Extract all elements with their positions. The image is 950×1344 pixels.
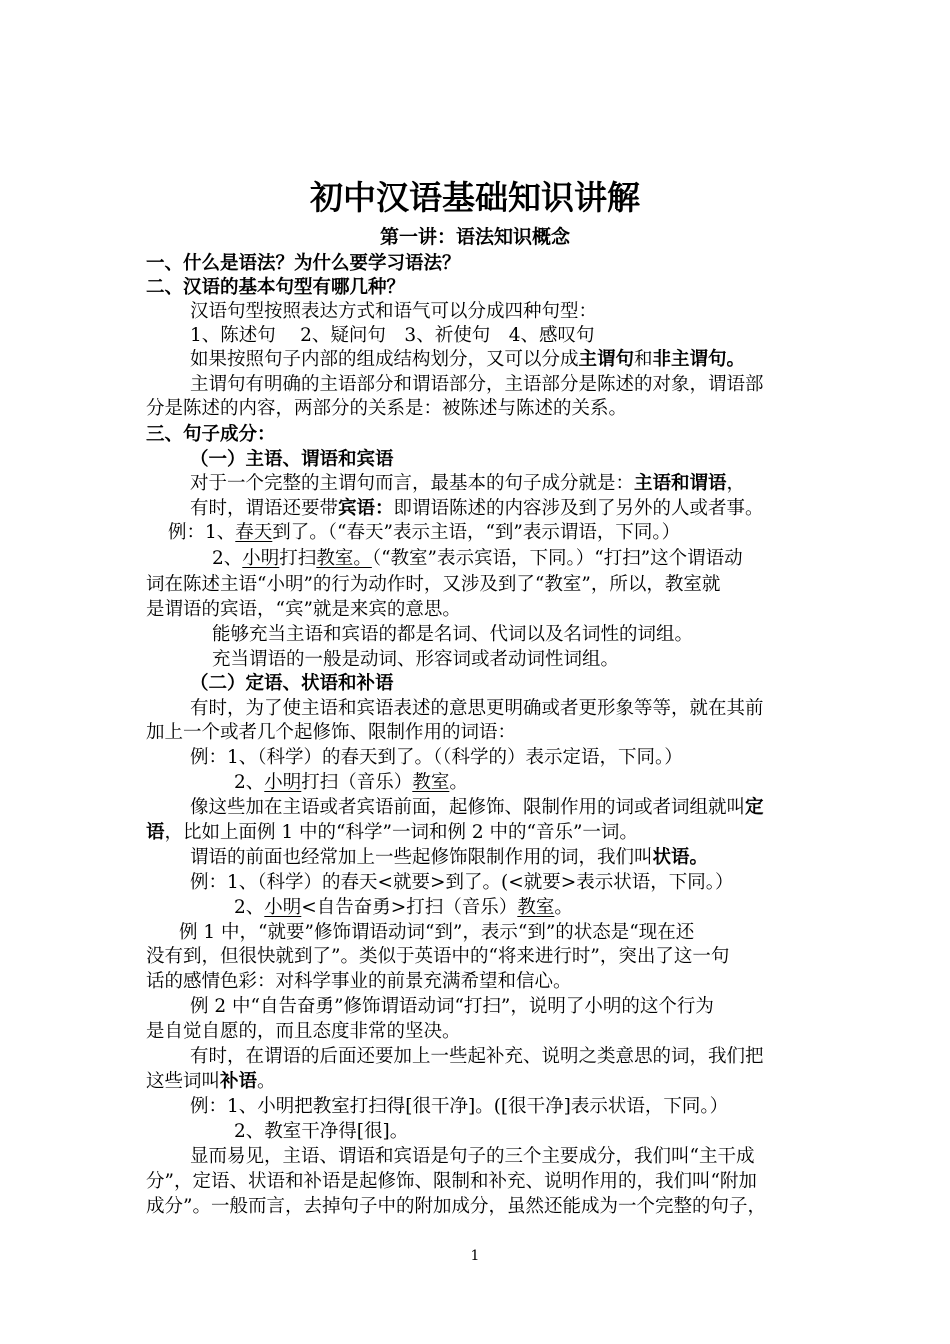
section-heading-1: 一、什么是语法？为什么要学习语法？ — [146, 253, 461, 274]
example-line: 2、教室干净得[很]。 — [234, 1121, 409, 1142]
underlined-subject: 春天 — [235, 522, 273, 543]
paragraph-line: 词在陈述主语“小明”的行为动作时，又涉及到了“教室”，所以，教室就 — [146, 574, 721, 595]
text-run: 。 — [449, 772, 468, 793]
example-line — [212, 547, 743, 571]
underlined-object: 教室 — [412, 772, 450, 793]
paragraph-line: 有时，为了使主语和宾语表述的意思更明确或者更形象等等，就在其前 — [190, 698, 764, 719]
section-heading-2: 二、汉语的基本句型有哪几种？ — [146, 277, 406, 298]
paragraph-line: 充当谓语的一般是动词、形容词或者动词性词组。 — [212, 649, 620, 670]
text-run: 如果按照句子内部的组成结构划分，又可以分成 — [190, 349, 579, 370]
paragraph-line — [190, 497, 764, 521]
paragraph-line: 汉语句型按照表达方式和语气可以分成四种句型： — [190, 301, 598, 322]
paragraph-line — [190, 796, 764, 820]
text-run: 即谓语陈述的内容涉及到了另外的人或者事。 — [393, 498, 764, 519]
underlined-subject: 小明 — [264, 772, 302, 793]
underlined-subject: 小明 — [264, 897, 302, 918]
text-run: 打扫（音乐） — [301, 772, 413, 793]
paragraph-line: 主谓句有明确的主语部分和谓语部分，主语部分是陈述的对象，谓语部 — [190, 374, 764, 395]
bold-term: 补语 — [220, 1071, 258, 1092]
text-run: 打扫 — [279, 548, 317, 569]
underlined-object: 教室 — [517, 897, 555, 918]
bold-term: 非主谓句。 — [652, 349, 746, 370]
text-run: 。 — [554, 897, 573, 918]
paragraph-line: 例 2 中“自告奋勇”修饰谓语动词“打扫”，说明了小明的这个行为 — [190, 996, 714, 1017]
subsection-heading: （一）主语、谓语和宾语 — [190, 449, 394, 470]
text-run: 像这些加在主语或者宾语前面，起修饰、限制作用的词或者词组就叫 — [190, 797, 746, 818]
page-number: 1 — [470, 1248, 480, 1264]
paragraph-line — [146, 1070, 276, 1094]
paragraph-line: 分是陈述的内容，两部分的关系是：被陈述与陈述的关系。 — [146, 398, 628, 419]
text-run: 2、 — [234, 772, 265, 793]
text-run: 谓语的前面也经常加上一些起修饰限制作用的词，我们叫 — [190, 847, 653, 868]
text-run: 。 — [257, 1071, 276, 1092]
paragraph-line: 例 1 中，“就要”修饰谓语动词“到”，表示“到”的状态是“现在还 — [179, 922, 695, 943]
example-line: 例：1、（科学）的春天到了。（（科学的）表示定语，下同。） — [190, 747, 683, 768]
text-run: 对于一个完整的主谓句而言，最基本的句子成分就是： — [190, 473, 635, 494]
bold-term: 主谓句 — [578, 349, 635, 370]
paragraph-line — [190, 348, 745, 372]
text-run: ， — [726, 473, 746, 494]
section-heading-3: 三、句子成分： — [146, 424, 276, 445]
bold-term: 定 — [745, 797, 764, 818]
paragraph-line — [190, 472, 745, 496]
underlined-subject: 小明 — [242, 548, 280, 569]
underlined-object: 教室。 — [316, 548, 372, 569]
text-run: （“教室”表示宾语，下同。）“打扫”这个谓语动 — [371, 548, 743, 569]
text-run: 这些词叫 — [146, 1071, 221, 1092]
paragraph-line: 话的感情色彩：对科学事业的前景充满希望和信心。 — [146, 971, 572, 992]
paragraph-line — [190, 846, 708, 870]
paragraph-line: 成分”。一般而言，去掉句子中的附加成分，虽然还能成为一个完整的句子， — [146, 1196, 766, 1217]
paragraph-line — [146, 821, 638, 845]
bold-term: 状语。 — [652, 847, 709, 868]
bold-term: 主语和谓语 — [634, 473, 727, 494]
paragraph-line: 有时，在谓语的后面还要加上一些起补充、说明之类意思的词，我们把 — [190, 1046, 764, 1067]
document-title: 初中汉语基础知识讲解 — [310, 178, 640, 217]
example-line — [234, 771, 468, 795]
paragraph-line: 能够充当主语和宾语的都是名词、代词以及名词性的词组。 — [212, 624, 694, 645]
bold-term: 语 — [146, 822, 165, 843]
paragraph-line: 没有到，但很快就到了”。类似于英语中的“将来进行时”，突出了这一句 — [146, 946, 730, 967]
paragraph-line: 分”，定语、状语和补语是起修饰、限制和补充、说明作用的，我们叫“附加 — [146, 1171, 757, 1192]
paragraph-line: 是谓语的宾语，“宾”就是来宾的意思。 — [146, 599, 461, 620]
text-run: 2、 — [212, 548, 243, 569]
subsection-heading: （二）定语、状语和补语 — [190, 673, 394, 694]
text-run: 到了。（“春天”表示主语，“到”表示谓语，下同。） — [272, 522, 681, 543]
text-run: 例：1、 — [168, 522, 236, 543]
paragraph-line: 1、陈述句 2、疑问句 3、祈使句 4、感叹句 — [190, 325, 595, 346]
lecture-subtitle: 第一讲：语法知识概念 — [379, 226, 570, 248]
bold-term: 宾语： — [338, 498, 394, 519]
text-run: ，比如上面例 1 中的“科学”一词和例 2 中的“音乐”一词。 — [164, 822, 638, 843]
example-line — [234, 896, 573, 920]
text-run: <自告奋勇>打扫（音乐） — [301, 897, 518, 918]
paragraph-line: 加上一个或者几个起修饰、限制作用的词语： — [146, 722, 517, 743]
paragraph-line: 是自觉自愿的，而且态度非常的坚决。 — [146, 1021, 461, 1042]
example-line: 例：1、小明把教室打扫得[很干净]。([很干净]表示状语，下同。） — [190, 1096, 729, 1117]
text-run: 2、 — [234, 897, 265, 918]
example-line: 例：1、（科学）的春天<就要>到了。(<就要>表示状语，下同。） — [190, 872, 734, 893]
text-run: 和 — [634, 349, 653, 370]
paragraph-line: 显而易见，主语、谓语和宾语是句子的三个主要成分，我们叫“主干成 — [190, 1146, 755, 1167]
example-line — [168, 521, 680, 545]
text-run: 有时，谓语还要带 — [190, 498, 339, 519]
